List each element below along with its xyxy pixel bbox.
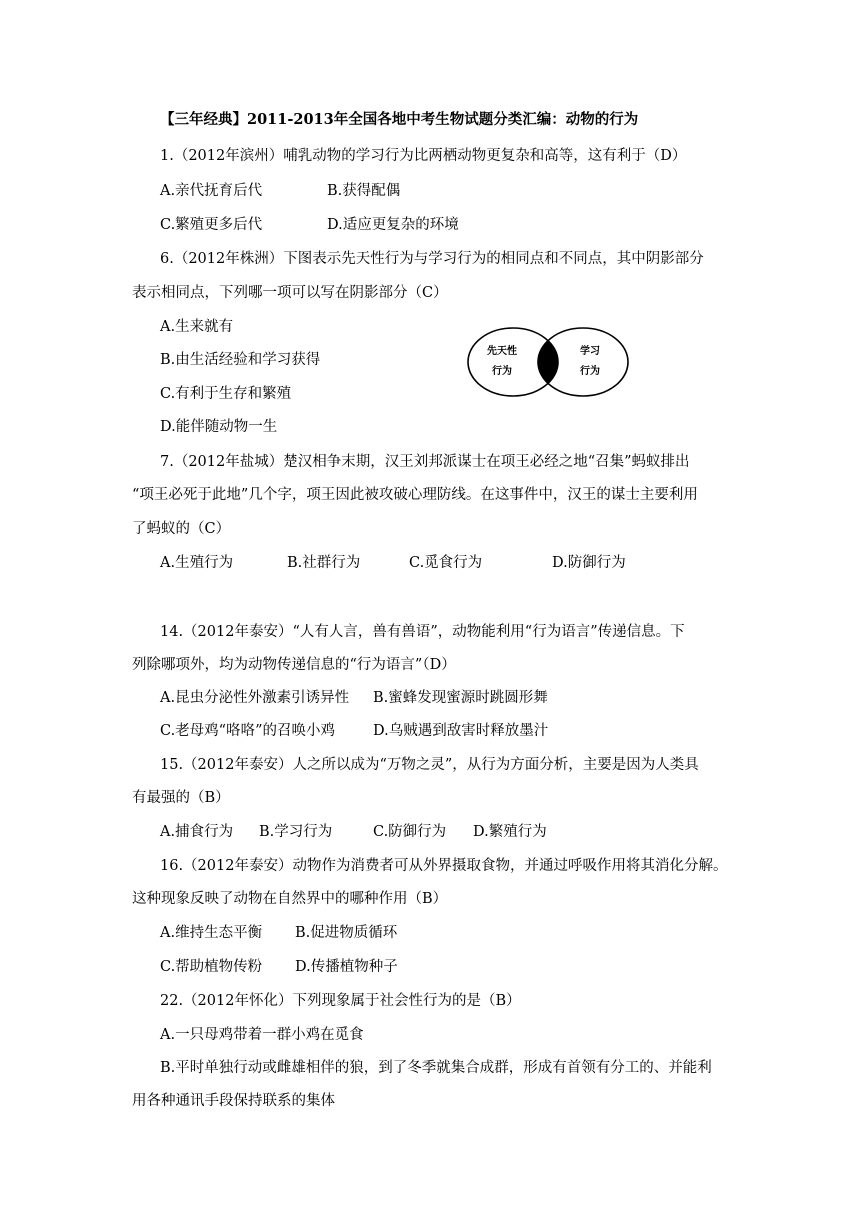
question-22-option-b-line-2: 用各种通讯手段保持联系的集体: [132, 1093, 335, 1109]
question-1-option-a: A.亲代抚育后代: [160, 183, 263, 199]
venn-right-label-line-2: 行为: [580, 366, 600, 377]
question-22-option-b-line-1: B.平时单独行动或雌雄相伴的狼，到了冬季就集合成群，形成有首领有分工的、并能利: [160, 1060, 712, 1076]
question-14-option-b: B.蜜蜂发现蜜源时跳圆形舞: [373, 690, 548, 706]
question-15-stem-line-1: 15.（2012年泰安）人之所以成为“万物之灵”，从行为方面分析，主要是因为人类具: [160, 757, 699, 773]
question-15-stem-line-2: 有最强的（B）: [132, 790, 230, 806]
venn-diagram: [466, 326, 630, 398]
question-16-stem-line-1: 16.（2012年泰安）动物作为消费者可从外界摄取食物，并通过呼吸作用将其消化分解。: [160, 858, 728, 874]
question-16-option-d: D.传播植物种子: [295, 959, 398, 975]
question-7-stem-line-1: 7.（2012年盐城）楚汉相争末期，汉王刘邦派谋士在项王必经之地“召集”蚂蚁排出: [160, 454, 690, 470]
question-1-option-d: D.适应更复杂的环境: [327, 217, 459, 233]
question-14-option-d: D.乌贼遇到敌害时释放墨汁: [373, 723, 549, 739]
question-1-stem: 1.（2012年滨州）哺乳动物的学习行为比两栖动物更复杂和高等，这有利于（D）: [160, 148, 687, 164]
question-6-stem-line-1: 6.（2012年株洲）下图表示先天性行为与学习行为的相同点和不同点，其中阴影部分: [160, 251, 704, 267]
venn-left-label-line-1: 先天性: [487, 346, 517, 357]
question-1-option-c: C.繁殖更多后代: [160, 217, 263, 233]
question-16-option-c: C.帮助植物传粉: [160, 959, 263, 975]
venn-right-label-line-1: 学习: [580, 346, 600, 357]
question-6-stem-line-2: 表示相同点，下列哪一项可以写在阴影部分（C）: [132, 285, 448, 301]
document-title: 【三年经典】2011-2013年全国各地中考生物试题分类汇编：动物的行为: [160, 111, 639, 128]
question-7-option-a: A.生殖行为: [160, 555, 234, 571]
question-6-option-d: D.能伴随动物一生: [160, 419, 278, 435]
question-14-stem-line-1: 14.（2012年泰安）“人有人言，兽有兽语”，动物能利用“行为语言”传递信息。下: [160, 624, 685, 640]
question-15-option-c: C.防御行为: [373, 824, 447, 840]
question-7-stem-line-3: 了蚂蚁的（C）: [132, 521, 231, 537]
venn-left-label-line-2: 行为: [492, 366, 512, 377]
question-7-option-b: B.社群行为: [287, 555, 361, 571]
question-15-option-d: D.繁殖行为: [473, 824, 547, 840]
question-7-option-c: C.觅食行为: [409, 555, 483, 571]
question-14-option-c: C.老母鸡“咯咯”的召唤小鸡: [160, 723, 336, 739]
question-1-option-b: B.获得配偶: [327, 183, 401, 199]
question-15-option-a: A.捕食行为: [160, 824, 234, 840]
question-6-option-b: B.由生活经验和学习获得: [160, 352, 321, 368]
question-22-stem: 22.（2012年怀化）下列现象属于社会性行为的是（B）: [160, 993, 521, 1009]
question-7-stem-line-2: “项王必死于此地”几个字，项王因此被攻破心理防线。在这事件中，汉王的谋士主要利用: [132, 487, 698, 503]
question-16-option-b: B.促进物质循环: [295, 925, 398, 941]
question-22-option-a: A.一只母鸡带着一群小鸡在觅食: [160, 1027, 364, 1043]
question-6-option-c: C.有利于生存和繁殖: [160, 386, 292, 402]
question-16-option-a: A.维持生态平衡: [160, 925, 263, 941]
question-14-stem-line-2: 列除哪项外，均为动物传递信息的“行为语言”（D）: [132, 657, 456, 673]
question-14-option-a: A.昆虫分泌性外激素引诱异性: [160, 690, 350, 706]
question-15-option-b: B.学习行为: [259, 824, 333, 840]
question-16-stem-line-2: 这种现象反映了动物在自然界中的哪种作用（B）: [132, 891, 448, 907]
question-7-option-d: D.防御行为: [552, 555, 626, 571]
question-6-option-a: A.生来就有: [160, 319, 234, 335]
